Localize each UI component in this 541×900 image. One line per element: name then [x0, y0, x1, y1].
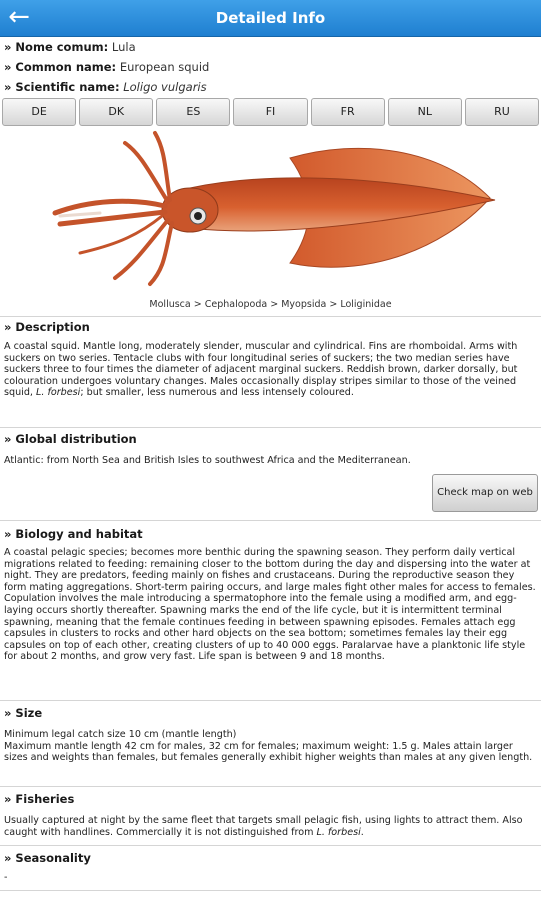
distribution-title: » Global distribution — [4, 432, 137, 446]
description-title: » Description — [4, 320, 90, 334]
fisheries-text-b: . — [360, 826, 364, 838]
divider — [0, 845, 541, 846]
scientific-name-label: » Scientific name: — [4, 80, 120, 94]
seasonality-text: - — [4, 872, 8, 883]
back-arrow-icon[interactable]: ← — [8, 2, 30, 32]
distribution-text: Atlantic: from North Sea and British Isles to southwest Africa and the Mediterranean. — [4, 455, 411, 466]
squid-illustration — [40, 128, 500, 288]
divider — [0, 890, 541, 891]
language-button-de[interactable]: DE — [2, 98, 76, 126]
language-button-ru[interactable]: RU — [465, 98, 539, 126]
common-name-en-label: » Common name: — [4, 60, 117, 74]
scientific-name — [4, 78, 207, 96]
divider — [0, 786, 541, 787]
divider — [0, 700, 541, 701]
size-line-2: Maximum mantle length 42 cm for males, 32 cm for females; maximum weight: 1.5 g. Males attain larger sizes and weights than females, but females generally exhibit higher weights than males at any given length. — [4, 740, 533, 764]
biology-title: » Biology and habitat — [4, 527, 143, 541]
page-title: Detailed Info — [215, 9, 326, 27]
fisheries-text-italic: L. forbesi — [316, 826, 361, 838]
size-line-1: Minimum legal catch size 10 cm (mantle length) — [4, 729, 237, 740]
language-button-es[interactable]: ES — [156, 98, 230, 126]
divider — [0, 520, 541, 521]
description-text-b: ; but smaller, less numerous and less intensely coloured. — [80, 387, 354, 399]
divider — [0, 316, 541, 317]
language-button-nl[interactable]: NL — [388, 98, 462, 126]
description-text — [4, 341, 536, 399]
language-button-dk[interactable]: DK — [79, 98, 153, 126]
scientific-name-value: Loligo vulgaris — [123, 80, 207, 94]
description-text-italic: L. forbesi — [36, 387, 81, 399]
common-name-pt-label: » Nome comum: — [4, 40, 109, 54]
fisheries-text — [4, 815, 536, 838]
common-name-en — [4, 58, 209, 76]
divider — [0, 427, 541, 428]
fisheries-title: » Fisheries — [4, 792, 75, 806]
common-name-pt-value: Lula — [111, 40, 136, 54]
description-text-a: A coastal squid. Mantle long, moderately slender, muscular and cylindrical. Fins are rhomboidal. Arms with suckers on two series. Tentacle clubs with four longitudinal series of suckers; the two median series have suckers three to four times the diameter of adjacent marginal suckers. Reddish brown, darker dorsally, but colouration undergoes voluntary changes. Males occasionally display stripes similar to those of the veined squid, — [4, 341, 518, 399]
language-button-fr[interactable]: FR — [311, 98, 385, 126]
check-map-button[interactable]: Check map on web — [432, 474, 538, 512]
common-name-pt — [4, 38, 136, 56]
language-button-fi[interactable]: FI — [233, 98, 307, 126]
fisheries-text-a: Usually captured at night by the same fleet that targets small pelagic fish, using lights to attract them. Also caught with handlines. Commercially it is not distinguished from — [4, 815, 523, 838]
size-text — [4, 729, 536, 764]
language-buttons — [2, 98, 539, 126]
biology-text: A coastal pelagic species; becomes more benthic during the spawning season. They perform daily vertical migrations related to feeding: remaining closer to the bottom during the day and dispersing into the water at night. They are predators, feeding mainly on fishes and crustaceans. During the reproductive season they form mating aggregations. Short-term pairing occurs, and large males fight other males for access to females. Copulation involves the male introducing a spermatophore into the female using a modified arm, and egg-laying occurs shortly thereafter. Spawning marks the end of the life cycle, but it is intermittent terminal spawning, meaning that the female continues feeding in between spawning episodes. Females attach egg capsules in clusters to rocks and other hard objects on the sea bottom; sometimes females lay their egg capsules on top of each other, creating clusters of up to 40 000 eggs. Paralarvae have a planktonic life style for about 2 months, and grow very fast. Life span is between 9 and 18 months. — [4, 547, 536, 663]
seasonality-title: » Seasonality — [4, 851, 91, 865]
common-name-en-value: European squid — [119, 60, 210, 74]
app-bar — [0, 0, 541, 37]
size-title: » Size — [4, 706, 43, 720]
taxonomy-path: Mollusca > Cephalopoda > Myopsida > Loliginidae — [149, 299, 392, 310]
